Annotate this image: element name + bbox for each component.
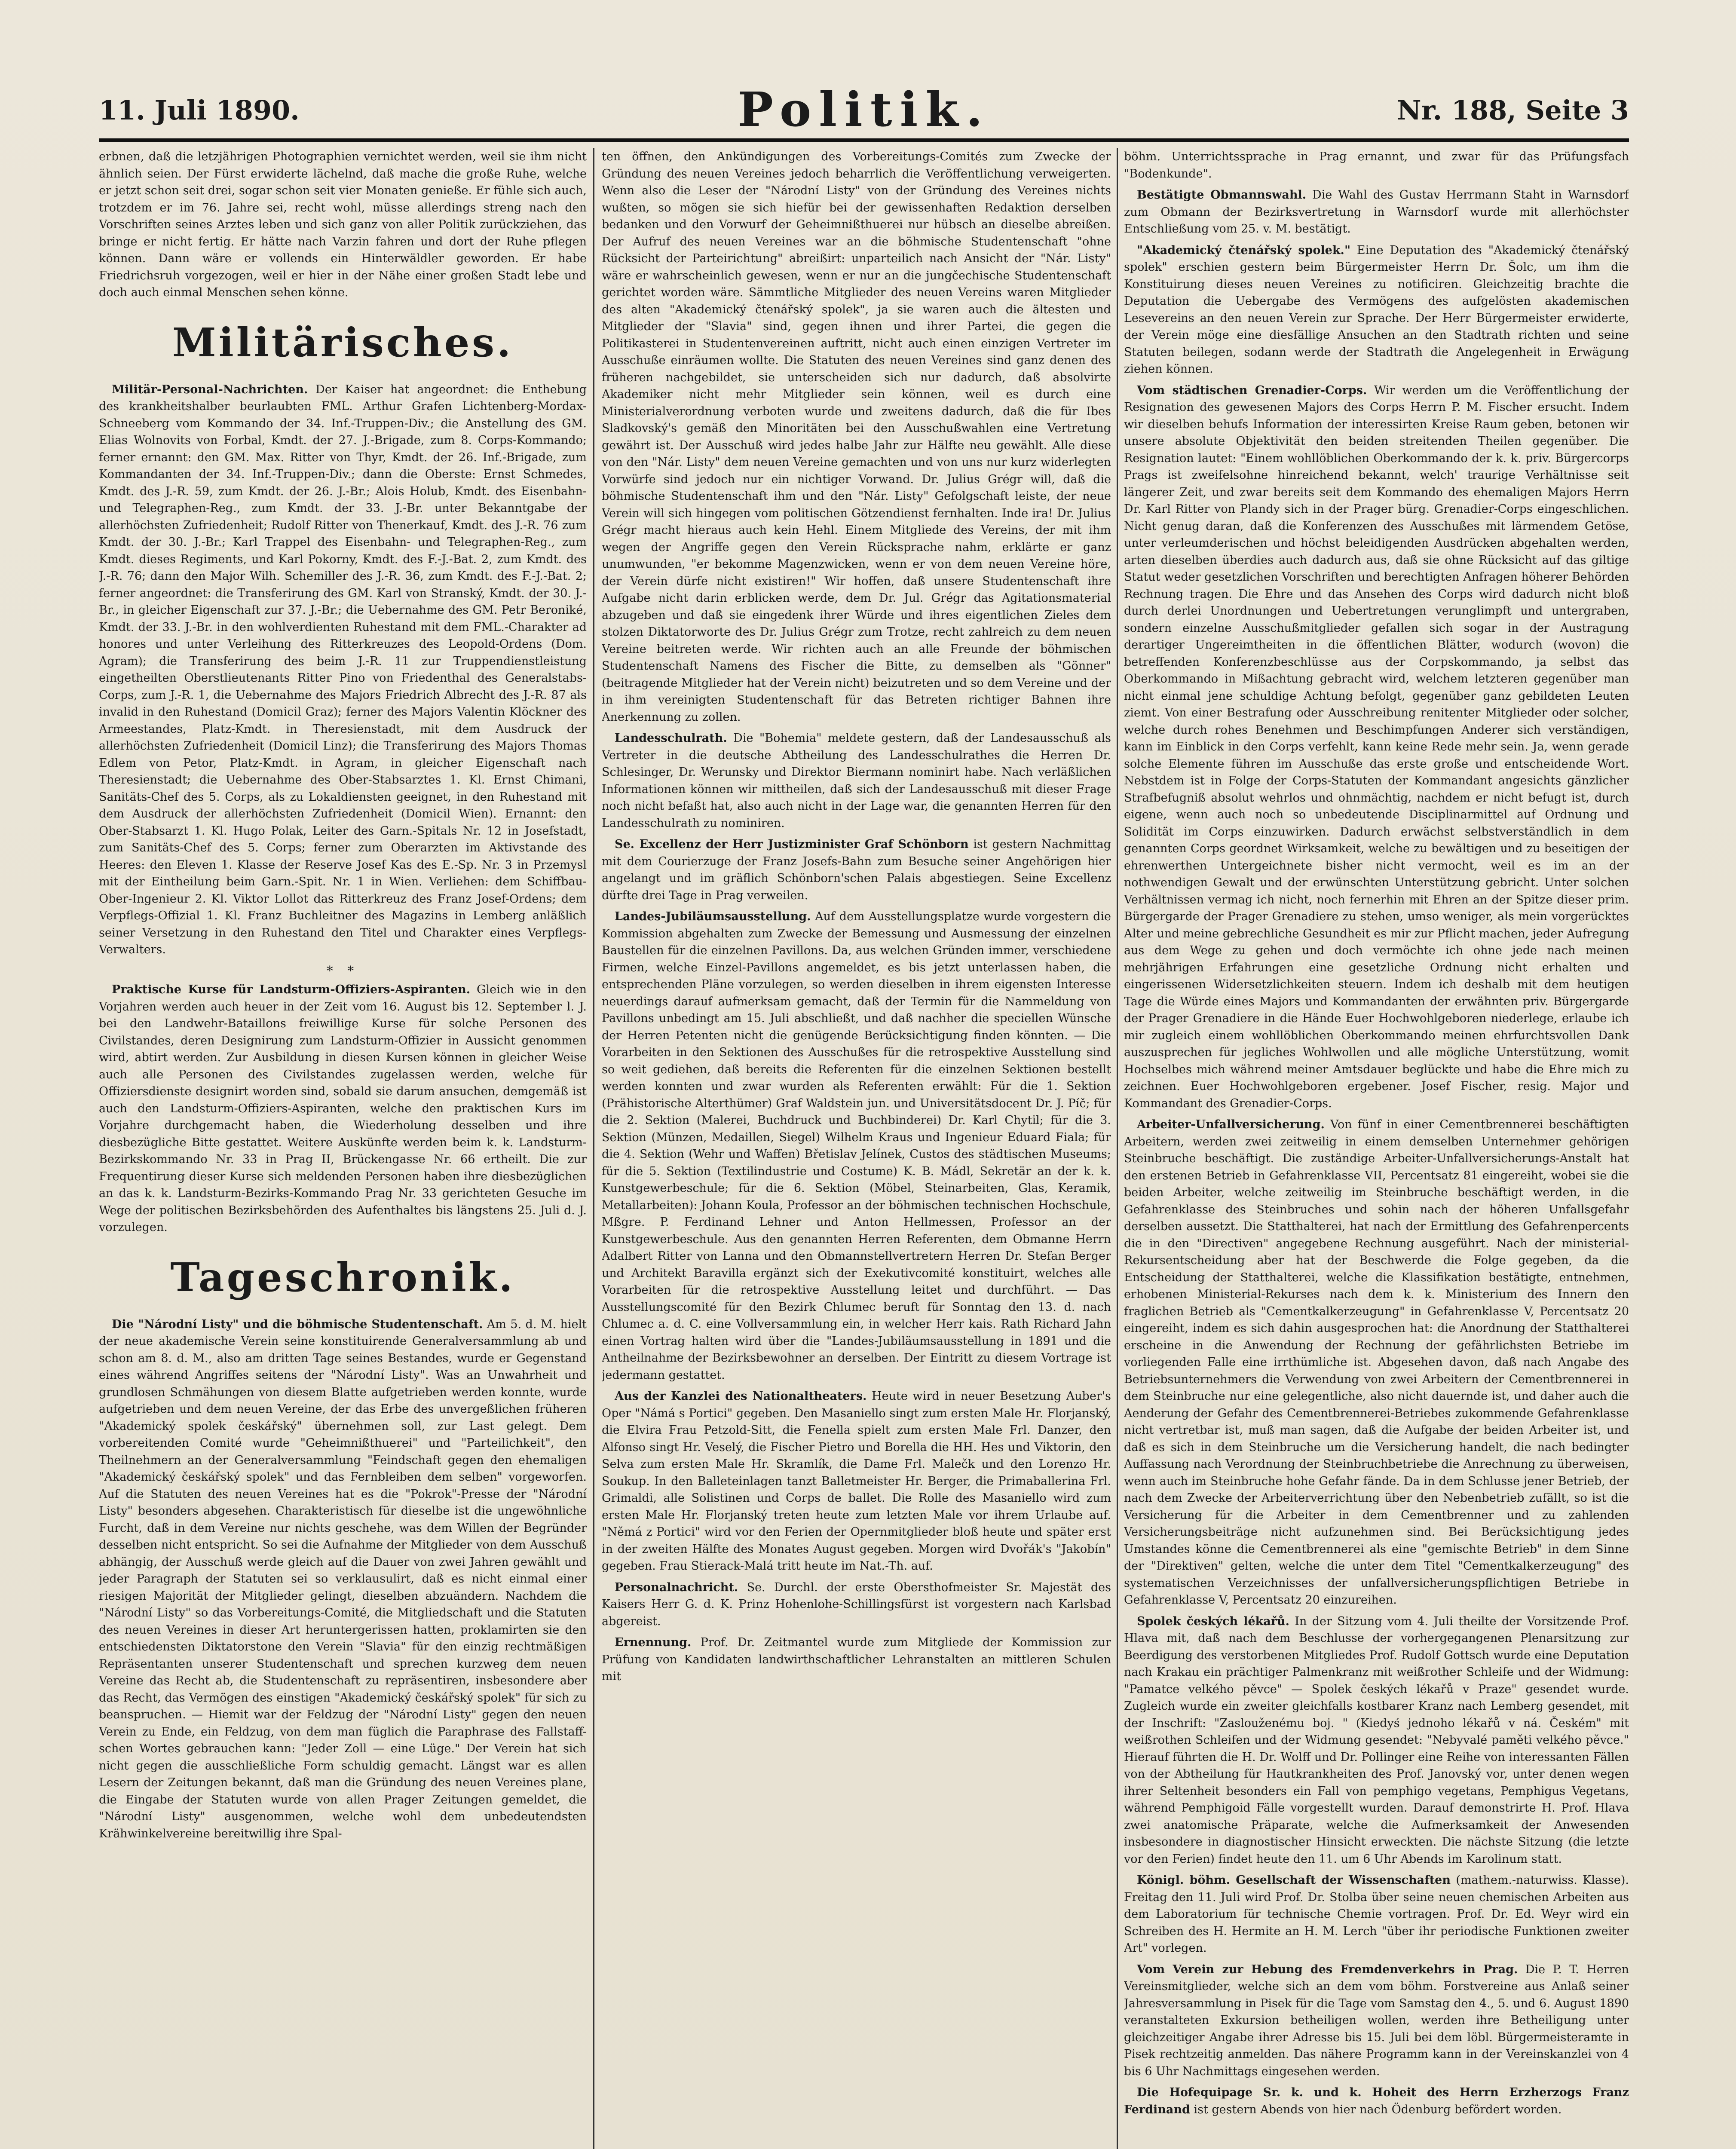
news-title: Landes-Jubiläumsausstellung. bbox=[615, 910, 811, 923]
news-item-nationaltheater bbox=[602, 1388, 1111, 1575]
news-title: Se. Excellenz der Herr Justizminister Graf Schönborn bbox=[615, 838, 969, 851]
news-item-landsturm bbox=[99, 981, 587, 1236]
news-title: Ernennung. bbox=[615, 1636, 692, 1649]
news-item-unfallversicherung bbox=[1124, 1116, 1629, 1609]
column-divider bbox=[1117, 148, 1118, 2149]
news-title: Landesschulrath. bbox=[615, 732, 727, 745]
news-text: Die "Bohemia" meldete gestern, daß der Landesausschuß als Vertreter in die deutsche Abtheilung des Landesschulrathes die Herren Dr. Schlesinger, Dr. Werunsky und Direktor Biermann nominirt habe. Nach verläßlichen Informationen können wir mittheilen, daß sich der Landesausschuß mit dieser Frage noch nicht befaßt hat, also auch nicht in der Lage war, die genannten Herren für den Landesschulrath zu nominiren. bbox=[602, 732, 1111, 830]
news-text: In der Sitzung vom 4. Juli theilte der Vorsitzende Prof. Hlava mit, daß nach dem Beschlusse der vorhergegangenen Plenarsitzung zur Beerdigung des verstorbenen Mitgliedes Prof. Rudolf Gottsch wurde eine Deputation nach Krakau ein prächtiger Palmenkranz mit weißrother Schleife und der Widmung: "Pamatce velkého pěvce" — Spolek českých lékařů v Praze" gesendet wurde. Zugleich wurde ein zweiter gleichfalls kostbarer Kranz nach Lemberg gesendet, mit der Inschrift: "Zaslouženému boj. " (Kiedyś jednoho lékařů v ná. Českém" mit weißrothen Schleifen und der Widmung gesendet: "Nebyvalé paměti velkého pěvce." Hierauf führten die H. Dr. Wolff und Dr. Pollinger eine Reihe von interessanten Fällen von der Abtheilung für Hautkrankheiten des Prof. Janovský vor, unter denen wegen ihrer Seltenheit besonders ein Fall von pemphigo vegetans, Pemphigus Vegetans, während Pemphigoid Fälle vorgestellt wurden. Darauf demonstrirte H. Prof. Hlava zwei anatomische Präparate, welche die Aufmerksamkeit der Anwesenden insbesondere in diagnostischer Hinsicht erweckten. Die nächste Sitzung (die letzte vor den Ferien) findet heute den 11. um 6 Uhr Abends im Karolinum statt. bbox=[1124, 1614, 1629, 1866]
news-item-fremdenverkehr bbox=[1124, 1961, 1629, 2080]
news-item-personalnachricht bbox=[602, 1579, 1111, 1630]
section-headline-military: Militärisches. bbox=[172, 319, 514, 366]
news-item-hofequipage bbox=[1124, 2084, 1629, 2118]
news-text: Prof. Dr. Zeitmantel wurde zum Mitgliede der Kommission zur Prüfung von Kandidaten landwirthschaftlicher Lehranstalten an mittleren Schulen mit bbox=[602, 1636, 1111, 1683]
news-text: Am 5. d. M. hielt der neue akademische Verein seine konstituirende Generalversammlung ab und schon am 8. d. M., also am dritten Tage seines Bestandes, wurde er Gegenstand eines während Angriffes seitens der "Národní Listy". Was an Unwahrheit und grundlosen Schmähungen von diesem Blatte aufgetrieben werden konnte, wurde aufgetrieben und dem neuen Vereine, der das Erbe des unvergeßlichen früheren "Akademický spolek českářský" übernehmen soll, zur Last gelegt. Dem vorbereitenden Comité wurde "Geheimnißthuerei" und "Parteilichkeit", den Theilnehmern an der Generalversammlung "Feindschaft gegen den ehemaligen "Akademický českářský spolek" und das Fernbleiben dem selben" vorgeworfen. Auf die Statuten des neuen Vereines hat es die "Pokrok"-Presse der "Národní Listy" besonders abgesehen. Charakteristisch für dieselbe ist die ungewöhnliche Furcht, daß in dem Vereine nur nichts geschehe, was dem Willen der Begründer desselben nicht entspricht. So sei die Aufnahme der Mitglieder von dem Ausschuß abhängig, der Ausschuß werde gleich auf die Dauer von zwei Jahren gewählt und jeder Paragraph der Statuten sei so verklausulirt, daß es nicht einmal einer riesigen Majorität der Mitglieder gelingt, dieselben abzuändern. Nachdem die "Národní Listy" so das Vorbereitungs-Comité, die Mitgliedschaft und die Statuten des neuen Vereines in dieser Art heruntergerissen hatten, proklamirten sie den entschiedensten Diktatorstone den Verein "Slavia" für den einzig rechtmäßigen Repräsentanten unserer Studentenschaft und sprechen kurzweg dem neuen Vereine das Recht ab, die Studentenschaft zu repräsentiren, insbesondere aber das Recht, das Vermögen des einstigen "Akademický českářský spolek" für sich zu beanspruchen. — Hiemit war der Feldzug der "Národní Listy" gegen den neuen Verein zu Ende, ein Feldzug, von dem man füglich die Paraphrase des Fallstaff-schen Wortes gebrauchen kann: "Jeder Zoll — eine Lüge." Der Verein hat sich nicht gegen die ausschließliche Form schuldig gemacht. Längst war es allen Lesern der Zeitungen bekannt, daß man die Gründung des neuen Vereines plane, die Eingabe der Statuten wurde von allen Prager Zeitungen gemeldet, die "Národní Listy" ausgenommen, welche wohl dem unbedeutendsten Krähwinkelvereine bereitwillig ihre Spal- bbox=[99, 1317, 587, 1840]
news-title: Vom Verein zur Hebung des Fremdenverkehrs in Prag. bbox=[1137, 1962, 1518, 1976]
news-text: Der Kaiser hat angeordnet: die Enthebung des krankheitshalber beurlaubten FML. Arthur Grafen Lichtenberg-Mordax-Schneeberg vom Kommando der 34. Inf.-Truppen-Div.; die Anstellung des GM. Elias Wolnovits von Forbal, Kmdt. der 27. J.-Brigade, zum 8. Corps-Kommando; ferner ernannt: den GM. Max. Ritter von Thyr, Kmdt. der 26. Inf.-Brigade, zum Kommandanten der 34. Inf.-Truppen-Div.; dann die Oberste: Ernst Schmedes, Kmdt. des J.-R. 59, zum Kmdt. der 26. J.-Br.; Alois Holub, Kmdt. des Eisenbahn- und Telegraphen-Reg., zum Kmdt. der 33. J.-Br. unter Bekanntgabe der allerhöchsten Zufriedenheit; Rudolf Ritter von Thenerkauf, Kmdt. des J.-R. 76 zum Kmdt. der 30. J.-Br.; Karl Trappel des Eisenbahn- und Telegraphen-Reg., zum Kmdt. dieses Regiments, und Karl Pokorny, Kmdt. des F.-J.-Bat. 2, zum Kmdt. des J.-R. 76; dann den Major Wilh. Schemiller des J.-R. 36, zum Kmdt. des F.-J.-Bat. 2; ferner angeordnet: die Transferirung des GM. Karl von Stranský, Kmdt. der 30. J.-Br., in gleicher Eigenschaft zur 37. J.-Br.; die Uebernahme des GM. Petr Beroniké, Kmdt. der 33. J.-Br. in den wohlverdienten Ruhestand mit dem FML.-Charakter ad honores und unter Verleihung des Ritterkreuzes des Leopold-Ordens (Dom. Agram); die Transferirung des beim J.-R. 11 zur Truppendienstleistung eingetheilten Oberstlieutenants Ritter Pino von Friedenthal des Generalstabs-Corps, zum J.-R. 1, die Uebernahme des Majors Friedrich Albrecht des J.-R. 87 als invalid in den Ruhestand (Domicil Graz); ferner des Majors Valentin Klöckner des Armeestandes, Platz-Kmdt. in Theresienstadt, mit dem Ausdruck der allerhöchsten Zufriedenheit (Domicil Linz); die Transferirung des Majors Thomas Edlem von Petor, Platz-Kmdt. in Agram, in gleicher Eigenschaft nach Theresienstadt; die Uebernahme des Ober-Stabsarztes 1. Kl. Ernst Chimani, Sanitäts-Chef des 5. Corps, als zu Lokaldiensten geeignet, in den Ruhestand mit dem Ausdruck der allerhöchsten Zufriedenheit (Domicil Wien). Ernannt: den Ober-Stabsarzt 1. Kl. Hugo Polak, Leiter des Garn.-Spitals Nr. 12 in Josefstadt, zum Sanitäts-Chef des 5. Corps; ferner zum Oberarzten im Aktivstande des Heeres: den Eleven 1. Klasse der Reserve Josef Kas des E.-Sp. Nr. 3 in Przemysl mit der Eintheilung beim Garn.-Spit. Nr. 1 in Wien. Verliehen: dem Schiffbau-Ober-Ingenieur 2. Kl. Viktor Lollot das Ritterkreuz des Franz Josef-Ordens; dem Verpflegs-Offizial 1. Kl. Franz Buchleitner des Magazins in Lemberg anläßlich seiner Versetzung in den Ruhestand den Titel und Charakter eines Verpflegs-Verwalters. bbox=[99, 383, 587, 956]
news-title: Militär-Personal-Nachrichten. bbox=[112, 383, 308, 396]
masthead bbox=[99, 82, 1629, 137]
news-title: Personalnachricht. bbox=[615, 1580, 738, 1594]
masthead-rule bbox=[99, 138, 1629, 142]
news-title: Die Hofequipage Sr. k. und k. Hoheit des Herrn Erzherzogs Franz Ferdinand bbox=[1124, 2086, 1629, 2116]
news-title: Spolek českých lékařů. bbox=[1137, 1614, 1290, 1628]
news-text: Eine Deputation des "Akademický čtenářský spolek" erschien gestern beim Bürgermeister Herrn Dr. Šolc, um ihm die Konstituirung dieses neuen Vereines zu notificiren. Gleichzeitig brachte die Deputation die Uebergabe des Vermögens des aufgelösten akademischen Lesevereins an den neuen Verein zur Sprache. Der Herr Bürgermeister erwiderte, der Verein möge eine diesfällige Ansuchen an den Stadtrath richten und seine Statuten beilegen, sodann werde der Stadtrath die Angelegenheit in Erwägung ziehen können. bbox=[1124, 243, 1629, 376]
column-2 bbox=[602, 148, 1111, 2149]
news-item-personnel bbox=[99, 381, 587, 958]
issue-number: Nr. 188, Seite 3 bbox=[1397, 95, 1629, 126]
news-title: Vom städtischen Grenadier-Corps. bbox=[1137, 383, 1367, 397]
news-item-justizminister bbox=[602, 836, 1111, 904]
section-title: Politik. bbox=[738, 82, 990, 137]
news-title: Die "Národní Listy" und die böhmische Studentenschaft. bbox=[112, 1317, 483, 1331]
news-text: Von fünf in einer Cementbrennerei beschäftigten Arbeitern, werden zwei zeitweilig in einem demselben Unternehmer gehörigen Steinbruche beschäftigt. Die zuständige Arbeiter-Unfallversicherungs-Anstalt hat den erstenen Betrieb in Gefahrenklasse VII, Percentsatz 81 eingereiht, wobei sie die beiden Arbeiter, welche zeitweilig im Steinbruche beschäftigt werden, in die Gefahrenklasse des Steinbruches und sohin nach der höheren Unfallsgefahr derselben aussetzt. Die Statthalterei, hat nach der Ermittlung des Gefahrenpercents die in den "Directiven" angegebene Rechnung ausgeführt. Nach der ministerial-Rekursentscheidung aber hat der Beschwerde die Folge gegeben, da die Entscheidung der Statthalterei, welche die Klassifikation bestätigte, entnehmen, erhobenen Ministerial-Rekurses nach dem k. k. Ministerium des Innern den fraglichen Betrieb als "Cementkalkerzeugung" in Gefahrenklasse V, Percentsatz 20 eingereiht, indem es sich dahin ausgesprochen hat: die Anordnung der Statthalterei erscheine in die Anwendung der Rechnung der gefährlichsten Betriebe im vorliegenden Falle eine irrthümliche ist. Abgesehen davon, daß nach Angabe des Betriebsunternehmers die Verwendung von zwei Arbeitern der Cementbrennerei in dem Steinbruche nur eine gelegentliche, also nicht dauernde ist, und daher auch die Aenderung der Gefahr des Cementbrennerei-Betriebes zukommende Gefahrenklasse nicht vertretbar ist, muß man sagen, daß die Aufgabe der beiden Arbeiter ist, und daß es sich in dem Steinbruche um die Versicherung handelt, die nach bedingter Auffassung nach Verordnung der Steinbruchbetriebe die Anrechnung zu überweisen, wenn auch im Steinbruche hohe Gefahr fände. Da in dem Schlusse jener Betrieb, der nach dem Zwecke der Arbeiterverrichtung über den Nebenbetrieb zufällt, so ist die Versicherung für die Arbeiter in dem Cementbrenner und zu zahlenden Versicherungsbeiträge nicht aufzunehmen sind. Bei Berücksichtigung jedes Umstandes könne die Cementbrennerei als eine "gemischte Betrieb" in dem Sinne der "Direktiven" gelten, welche die unter dem Titel "Cementkalkerzeugung" des systematischen Verzeichnisses der unfallversicherungspflichtigen Betriebe in Gefahrenklasse V, Percentsatz 20 einzureihen. bbox=[1124, 1118, 1629, 1607]
news-title: Aus der Kanzlei des Nationaltheaters. bbox=[615, 1390, 867, 1403]
article-continuation: böhm. Unterrichtssprache in Prag ernannt, und zwar für das Prüfungsfach "Bodenkunde". bbox=[1124, 150, 1629, 181]
column-1 bbox=[99, 148, 587, 2149]
news-text: ist gestern Nachmittag mit dem Courierzuge der Franz Josefs-Bahn zum Besuche seiner Angehörigen hier angelangt und im gräflich Schönborn'schen Palais abgestiegen. Seine Excellenz dürfte drei Tage in Prag verweilen. bbox=[602, 838, 1111, 902]
news-text: Gleich wie in den Vorjahren werden auch heuer in der Zeit vom 16. August bis 12. September l. J. bei den Landwehr-Bataillons freiwillige Kurse für solche Personen des Civilstandes, deren Designirung zum Landsturm-Offizier in Aussicht genommen wird, abtirt werden. Zur Ausbildung in diesen Kursen können in gleicher Weise auch alle Personen des Civilstandes zugelassen werden, welche für Offiziersdienste designirt worden sind, sobald sie darum ansuchen, demgemäß ist auch den Landsturm-Offiziers-Aspiranten, welche den praktischen Kurs im Vorjahre durchgemacht haben, die Wiederholung desselben und ihre diesbezügliche Bitte gestattet. Weitere Auskünfte werden beim k. k. Landsturm-Bezirkskommando Nr. 33 in Prag II, Brückengasse Nr. 66 ertheilt. Die zur Frequentirung dieser Kurse sich meldenden Personen haben ihre diesbezüglichen an das k. k. Landsturm-Bezirks-Kommando Prag Nr. 33 gerichteten Gesuche im Wege der politischen Bezirksbehörden des Aufenthaltes bis längstens 25. Juli d. J. vorzulegen. bbox=[99, 983, 587, 1234]
article-continuation: ten öffnen, den Ankündigungen des Vorbereitungs-Comités zum Zwecke der Gründung des neuen Vereines jedoch beharrlich die Veröffentlichung verweigerten. Wenn also die Leser der "Národní Listy" von der Gründung des Vereines nichts wußten, so mögen sie sich hiefür bei der gewissenhaften Redaktion derselben bedanken und den Vorwurf der Geheimnißthuerei nur hübsch an dieselbe abreißen. Der Aufruf des neuen Vereines war an die böhmische Studentenschaft "ohne Rücksicht der Parteirichtung" abreißirt: unparteilich nach Ansicht der "Nár. Listy" wäre er wahrscheinlich gewesen, wenn er nur an die jungčechische Studentenschaft gerichtet worden wäre. Sämmtliche Mitglieder des neuen Vereins waren Mitglieder des alten "Akademický čtenářský spolek", ja sie waren auch die ältesten und Mitglieder der "Slavia" sind, gegen ihnen und ihrer Partei, die gegen die Politikasterei in Studentenvereinen auftritt, nicht auch einen einzigen Vertreter im Ausschuße einräumen wollte. Die Statuten des neuen Vereines sind ganz denen des früheren nachgebildet, sie unterscheiden sich nur dadurch, daß absolvirte Akademiker nicht mehr Mitglieder sein können, weil es durch eine Ministerialverordnung verboten wurde und zweitens dadurch, daß die für Ibes Sladkovský's gemäß den Minoritäten bei den Ausschußwahlen eine Vertretung gewährt ist. Der Ausschuß wird jedes halbe Jahr zur Hälfte neu gewählt. Alle diese von den "Nár. Listy" dem neuen Vereine gemachten und von uns nur kurz widerlegten Vorwürfe sind jedoch nur ein nichtiger Vorwand. Dr. Julius Grégr will, daß die böhmische Studentenschaft ihm und den "Nár. Listy" Gefolgschaft leiste, der neue Verein will sich hingegen vom politischen Götzendienst fernhalten. Inde ira! Dr. Julius Grégr macht hieraus auch kein Hehl. Einem Mitgliede des Vereins, der mit ihm wegen der Angriffe gegen den Verein Rücksprache nahm, erklärte er ganz unumwunden, "er bekomme Magenzwicken, wenn er von dem neuen Vereine höre, der Verein dürfe nicht existiren!" Wir hoffen, daß unsere Studentenschaft ihre Aufgabe nicht darin erblicken werde, dem Dr. Jul. Grégr das Agitationsmaterial abzugeben und daß sie eingedenk ihrer Würde und ihres eigentlichen Zieles dem stolzen Diktatorworte des Dr. Julius Grégr zum Trotze, recht zahlreich zu dem neuen Vereine beitreten werde. Wir richten auch an alle Freunde der böhmischen Studentenschaft Namens des Fischer die Bitte, zu demselben als "Gönner" (beitragende Mitglieder hat der Verein nicht) beizutreten und so dem Vereine und der in ihm vereinigten Studentenschaft für das Betreten richtiger Bahnen ihre Anerkennung zu zollen. bbox=[602, 150, 1111, 724]
news-item-obmannswahl bbox=[1124, 187, 1629, 238]
news-title: Königl. böhm. Gesellschaft der Wissenschaften bbox=[1137, 1873, 1451, 1887]
news-item-spolek-lekaru bbox=[1124, 1613, 1629, 1868]
news-item-narodni-listy bbox=[99, 1316, 587, 1843]
news-text: ist gestern Abends von hier nach Ödenburg befördert worden. bbox=[1194, 2103, 1562, 2116]
news-item-gesellschaft bbox=[1124, 1872, 1629, 1957]
news-item-ernennung bbox=[602, 1634, 1111, 1685]
news-title: Praktische Kurse für Landsturm-Offiziers-Aspiranten. bbox=[112, 983, 471, 996]
news-item-landesschulrath bbox=[602, 730, 1111, 832]
article-continuation: erbnen, daß die letzjährigen Photographien vernichtet werden, weil sie ihm nicht ähnlich seien. Der Fürst erwiderte lächelnd, daß mache die große Ruhe, welche er jetzt schon seit drei, sogar schon seit vier Monaten genieße. Er fühle sich auch, trotzdem er im 76. Jahre sei, recht wohl, müsse allerdings streng nach den Vorschriften seines Arztes leben und sich ganz von aller Politik zurückziehen, das bringe er nicht fertig. Er hätte nach Varzin fahren und dort der Ruhe pflegen können. Dann wäre er vollends ein Hinterwäldler geworden. Er habe Friedrichsruh vorgezogen, weil er hier in der Nähe einer großen Stadt lebe und doch auch einmal Menschen sehen könne. bbox=[99, 150, 587, 299]
news-title: Bestätigte Obmannswahl. bbox=[1137, 188, 1307, 202]
news-title: Arbeiter-Unfallversicherung. bbox=[1137, 1118, 1325, 1131]
news-title: "Akademický čtenářský spolek." bbox=[1137, 243, 1351, 257]
news-text: Wir werden um die Veröffentlichung der Resignation des gewesenen Majors des Corps Herrn P. M. Fischer ersucht. Indem wir dieselben behufs Information der interessirten Kreise Raum geben, betonen wir unsere absolute Objektivität den beiden streitenden Theilen gegenüber. Die Resignation lautet: "Einem wohllöblichen Oberkommando der k. k. priv. Bürgercorps Prags ist zweifelsohne hinreichend bekannt, welch' traurige Verhältnisse seit längerer Zeit, und zwar bereits seit dem Kommando des ehemaligen Majors Herrn Dr. Karl Ritter von Plandy sich in der Prager bürg. Grenadier-Corps eingeschlichen. Nicht genug daran, daß die Konferenzen des Ausschußes mit lärmendem Getöse, unter verleumderischen und höchst beleidigenden Ausdrücken abgehalten werden, arten dieselben überdies auch dadurch aus, daß sie ohne Rücksicht auf das giltige Statut weder gesetzlichen Vorschriften und berechtigten Anfragen höherer Behörden Rechnung tragen. Die Ehre und das Ansehen des Corps wird dadurch nicht bloß durch derlei Unordnungen und Uebertretungen verunglimpft und untergraben, sondern einzelne Ausschußmitglieder gefallen sich sogar in der Austragung derartiger Ungereimtheiten in die öffentlichen Blätter, wodurch (wovon) die betreffenden Konferenzbeschlüsse aus der Corpskommando, ja selbst das Oberkommando in Mißachtung gebracht wird, welchem letzteren gegenüber man nicht einmal jene schuldige Achtung befolgt, gegenüber ganz gebildeten Leuten ziemt. Von einer Bestrafung oder Ausschreibung renitenter Mitglieder oder solcher, welche durch rohes Benehmen und Beschimpfungen Anderer sich verständigen, kann im Einblick in den Corps verfehlt, kann keine Rede mehr sein. Ja, wenn gerade solche Elemente führen im Ausschuße das erste große und entscheidende Wort. Nebstdem ist in Folge der Corps-Statuten der Kommandant angesichts gänzlicher Strafbefugniß absolut wehrlos und ohnmächtig, nachdem er nicht befugt ist, durch eigene, wenn auch noch so unbedeutende Disciplinarmittel auf Ordnung und Solidität im Corps einzuwirken. Dadurch erwächst selbstverständlich in dem genannten Corps geordnet Wirksamkeit, welche zu bewältigen und zu beseitigen der ehrenwerthen Untergeichnete bisher nicht vermocht, weil es im an der nothwendigen Gewalt und der erwünschten Unterstützung gebricht. Unter solchen Verhältnissen vermag ich nicht, noch fernerhin mit Ehren an der Spitze dieser prim. Bürgergarde der Prager Grenadiere zu stehen, umso weniger, als mein vorgerücktes Alter und meine gebrechliche Gesundheit es mir zur Pflicht machen, jeder Aufregung aus dem Wege zu gehen und doch vermöchte ich ohne jede nach meinen mehrjährigen Erfahrungen eine gesetzliche Ordnung nicht erhalten und eingerissenen Widersetzlichkeiten steuern. Indem ich deshalb mit dem heutigen Tage die Würde eines Majors und Kommandanten der erwähnten priv. Bürgergarde der Prager Grenadiere in die Hände Euer Hochwohlgeboren niederlege, erlaube ich mir zugleich einem wohllöblichen Oberkommando meinen ehrfurchtsvollen Dank auszusprechen für jegliches Wohlwollen und alle mögliche Unterstützung, womit Hochselbes mich während meiner Amtsdauer beglückte und habe die Ehre mich zu zeichnen. Euer Hochwohlgeboren ergebener. Josef Fischer, resig. Major und Kommandant des Grenadier-Corps. bbox=[1124, 383, 1629, 1110]
news-text: Die P. T. Herren Vereinsmitglieder, welche sich an dem vom böhm. Forstvereine aus Anlaß seiner Jahresversammlung in Pisek für die Tage vom Samstag den 4., 5. und 6. August 1890 veranstalteten Exkursion betheiligen wollen, werden ihre Betheiligung unter gleichzeitiger Angabe ihrer Adresse bis 15. Juli bei dem löbl. Bürgermeisteramte in Pisek rechtzeitig anmelden. Das nähere Programm kann in der Vereinskanzlei von 4 bis 6 Uhr Nachmittags eingesehen werden. bbox=[1124, 1962, 1629, 2078]
column-divider bbox=[593, 148, 594, 2149]
news-item-grenadier-corps bbox=[1124, 382, 1629, 1112]
news-text: Auf dem Ausstellungsplatze wurde vorgestern die Kommission abgehalten zum Zwecke der Bemessung und Ausmessung der einzelnen Baustellen für die einzelnen Pavillons. Da, aus welchen Gründen immer, verschiedene Firmen, welche Einzel-Pavillons angemeldet, es bis jetzt unterlassen haben, die entsprechenden Pläne vorzulegen, so werden dieselben in ihrem eigensten Interesse neuerdings darauf aufmerksam gemacht, daß der Termin für die Nammeldung von Pavillons unbedingt am 15. Juli abschließt, und daß nachher die speciellen Wünsche der Herren Petenten nicht die genügende Berücksichtigung finden könnten. — Die Vorarbeiten in den Sektionen des Ausschußes für die retrospektive Ausstellung sind so weit gediehen, daß bereits die Referenten für die einzelnen Sektionen bestellt werden konnten und zwar wurden als Referenten erwählt: Für die 1. Sektion (Prähistorische Alterthümer) Graf Waldstein jun. und Universitätsdocent Dr. J. Píč; für die 2. Sektion (Malerei, Buchdruck und Buchbinderei) Dr. Karl Chytil; für die 3. Sektion (Münzen, Medaillen, Siegel) Wilhelm Kraus und Ingenieur Eduard Fiala; für die 4. Sektion (Wehr und Waffen) Břetislav Jelínek, Custos des städtischen Museums; für die 5. Sektion (Textilindustrie und Costume) K. B. Mádl, Sekretär an der k. k. Kunstgewerbeschule; für die 6. Sektion (Möbel, Steinarbeiten, Glas, Keramik, Metallarbeiten): Johann Koula, Professor an der böhmischen technischen Hochschule, Mßgre. P. Ferdinand Lehner und Anton Hellmessen, Professor an der Kunstgewerbeschule. Aus den genannten Herren Referenten, dem Obmanne Herrn Adalbert Ritter von Lanna und den Obmannstellvertretern Herren Dr. Stefan Berger und Architekt Baravilla ergänzt sich der Exekutivcomité konstituirt, welches alle Vorarbeiten für die retrospektive Ausstellung leitet und durchführt. — Das Ausstellungscomité für den Bezirk Chlumec beruft für Sonntag den 13. d. nach Chlumec a. d. C. eine Vollversammlung ein, in welcher Herr kais. Rath Richard Jahn einen Vortrag halten wird über die "Landes-Jubiläumsausstellung in 1891 und die Antheilnahme der Bezirksbewohner an derselben. Der Eintritt zu diesem Vortrage ist jedermann gestattet. bbox=[602, 910, 1111, 1382]
news-text: Se. Durchl. der erste Obersthofmeister Sr. Majestät des Kaisers Herr G. d. K. Prinz Hohenlohe-Schillingsfürst ist vorgestern nach Karlsbad abgereist. bbox=[602, 1580, 1111, 1628]
issue-date: 11. Juli 1890. bbox=[99, 95, 300, 126]
news-text: Heute wird in neuer Besetzung Auber's Oper "Námá s Portici" gegeben. Den Masaniello singt zum ersten Male Hr. Florjanský, die Elvira Frau Petzold-Sitt, die Fenella spielt zum ersten Male Frl. Danzer, den Alfonso singt Hr. Veselý, die Fischer Pietro und Borella die HH. Hes und Viktorin, den Selva zum ersten Male Hr. Skramlík, die Dame Frl. Malečk und den Lorenzo Hr. Soukup. In den Balleteinlagen tanzt Balletmeister Hr. Berger, die Primaballerina Frl. Grimaldi, alle Solistinen und Corps de ballet. Die Rolle des Masaniello wird zum ersten Male Hr. Florjanský treten heute zum letzten Male vor ihrem Urlaube auf. "Němá z Portici" wird vor den Ferien der Opernmitglieder bloß heute und später erst in der zweiten Hälfte des Monates August gegeben. Morgen wird Dvořák's "Jakobín" gegeben. Frau Stierack-Malá tritt heute im Nat.-Th. auf. bbox=[602, 1390, 1111, 1573]
column-3 bbox=[1124, 148, 1629, 2149]
news-text: Die Wahl des Gustav Herrmann Staht in Warnsdorf zum Obmann der Bezirksvertretung in Warnsdorf wurde mit allerhöchster Entschließung vom 25. v. M. bestätigt. bbox=[1124, 188, 1629, 236]
news-item-jubilaeum bbox=[602, 908, 1111, 1384]
news-item-akademicky-spolek bbox=[1124, 242, 1629, 378]
separator: * * bbox=[326, 963, 359, 979]
news-text: (mathem.-naturwiss. Klasse). Freitag den 11. Juli wird Prof. Dr. Stolba über seine neuen chemischen Arbeiten aus dem Laboratorium für technische Chemie vortragen. Prof. Dr. Ed. Weyr wird ein Schreiben des H. Hermite an H. M. Lerch "über ihr periodische Funktionen zweiter Art" vorlegen. bbox=[1124, 1873, 1629, 1955]
section-headline-chronicle: Tageschronik. bbox=[170, 1254, 515, 1301]
